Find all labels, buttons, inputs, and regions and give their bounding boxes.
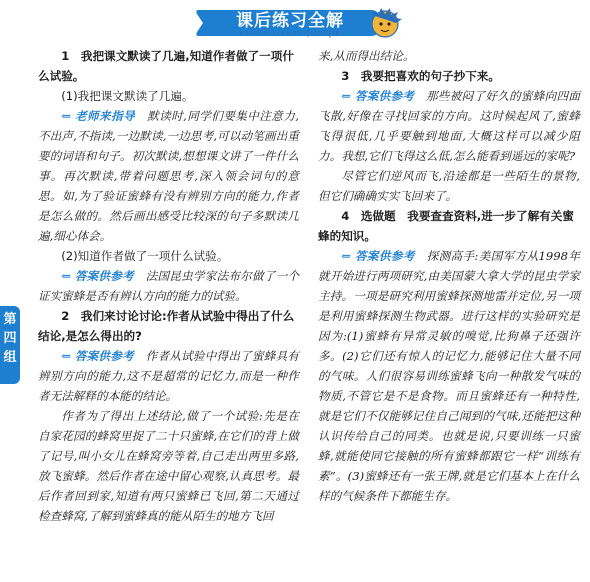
- question-3: 3 我要把喜欢的句子抄下来。: [341, 69, 500, 83]
- answer-2-tail: 来,从而得出结论。: [318, 49, 415, 63]
- answer-3-continued: 尽管它们逆风而飞,沿途都是一些陌生的景物,但它们确确实实飞回来了。: [318, 169, 580, 203]
- page-header-subtitle: KEHOU LIANXI QUANJIE: [239, 30, 341, 38]
- sub-question-1-2: (2)知道作者做了一项什么试验。: [61, 249, 229, 263]
- answer-2: [38, 346, 299, 406]
- group-side-tab: [0, 306, 20, 384]
- teacher-tag: ⇐ 老师来指导: [61, 109, 136, 123]
- arrow-icon: ⇐: [341, 249, 355, 263]
- side-tab-char: 四: [3, 331, 17, 346]
- left-column: [38, 46, 299, 526]
- arrow-icon: ⇐: [61, 269, 75, 283]
- teacher-guide-text: 默读时,同学们要集中注意力,不出声,不指读,一边默读,一边思考,可以动笔画出重要的词语和句子。初次默读,想想课文讲了一件什么事。再次默读,带着问题思考,深入领会词句的意思。如,为了验证蜜蜂有没有辨别方向的能力,作者是怎么做的。然后画出感受比较深的句子多默读几遍,细心体会。: [38, 109, 299, 243]
- answer-tag: ⇐ 答案供参考: [61, 349, 134, 363]
- page-header-title: 课后练习全解: [236, 11, 344, 31]
- right-column: [318, 46, 580, 506]
- answer-1-text: 法国昆虫学家法布尔做了一个证实蜜蜂是否有辨认方向的能力的试验。: [38, 269, 299, 303]
- teacher-guide: [38, 106, 299, 246]
- question-1: 1 我把课文默读了几遍,知道作者做了一项什么试验。: [38, 49, 294, 83]
- sub-question-1-1: (1)我把课文默读了几遍。: [61, 89, 194, 103]
- arrow-icon: ⇐: [61, 109, 76, 123]
- answer-3-text: 那些被闷了好久的蜜蜂向四面飞散,好像在寻找回家的方向。这时候起风了,蜜蜂飞得很低,几乎要触到地面,大概这样可以减少阻力。我想,它们飞得这么低,怎么能看到遥远的家呢?: [318, 89, 580, 163]
- answer-2-continued: 作者为了得出上述结论,做了一个试验:先是在自家花园的蜂窝里捉了二十只蜜蜂,在它们的背上做了记号,叫小女儿在蜂窝旁等着,自己走出两里多路,放飞蜜蜂。然后作者在途中留心观察,认真思考。最后作者回到家,知道有两只蜜蜂已飞回,第二天通过检查蜂窝,了解到蜜蜂真的能从陌生的地方飞回: [38, 409, 299, 523]
- answer-tag: ⇐ 答案供参考: [341, 89, 415, 103]
- arrow-icon: ⇐: [341, 89, 355, 103]
- answer-tag: ⇐ 答案供参考: [61, 269, 134, 283]
- answer-3: [318, 86, 580, 166]
- hedgehog-mascot-icon: [371, 8, 402, 37]
- answer-4-text: 探测高手:美国军方从1998年就开始进行两项研究,由美国蒙大拿大学的昆虫学家主持。一项是研究利用蜜蜂探测地雷并定位,另一项是利用蜜蜂探测生物武器。进行这样的实验研究是因为:(1)蜜蜂有异常灵敏的嗅觉,比狗鼻子还强许多。(2)它们还有惊人的记忆力,能够记住大量不同的气味。人们很容易训练蜜蜂飞向一种散发气味的物质,不管它是不是食物。而且蜜蜂还有一种特性,就是它们不仅能够记住自己闻到的气味,还能把这种认识传给自己的同类。也就是说,只要训练一只蜜蜂,就能使同它接触的所有蜜蜂都跟它一样“训练有素”。(3)蜜蜂还有一张王牌,就是它们基本上在什么样的气候条件下都能生存。: [318, 249, 580, 503]
- side-tab-char: 组: [3, 350, 17, 365]
- answer-4: [318, 246, 580, 506]
- answer-tag: ⇐ 答案供参考: [341, 249, 415, 263]
- side-tab-char: 第: [3, 312, 17, 327]
- question-4: 4 选做题 我要查查资料,进一步了解有关蜜蜂的知识。: [318, 209, 574, 243]
- answer-2-text: 作者从试验中得出了蜜蜂具有辨别方向的能力,这不是超常的记忆力,而是一种作者无法解释的本能的结论。: [38, 349, 299, 403]
- question-2: 2 我们来讨论讨论:作者从试验中得出了什么结论,是怎么得出的?: [38, 309, 295, 343]
- answer-1: [38, 266, 299, 306]
- arrow-icon: ⇐: [61, 349, 75, 363]
